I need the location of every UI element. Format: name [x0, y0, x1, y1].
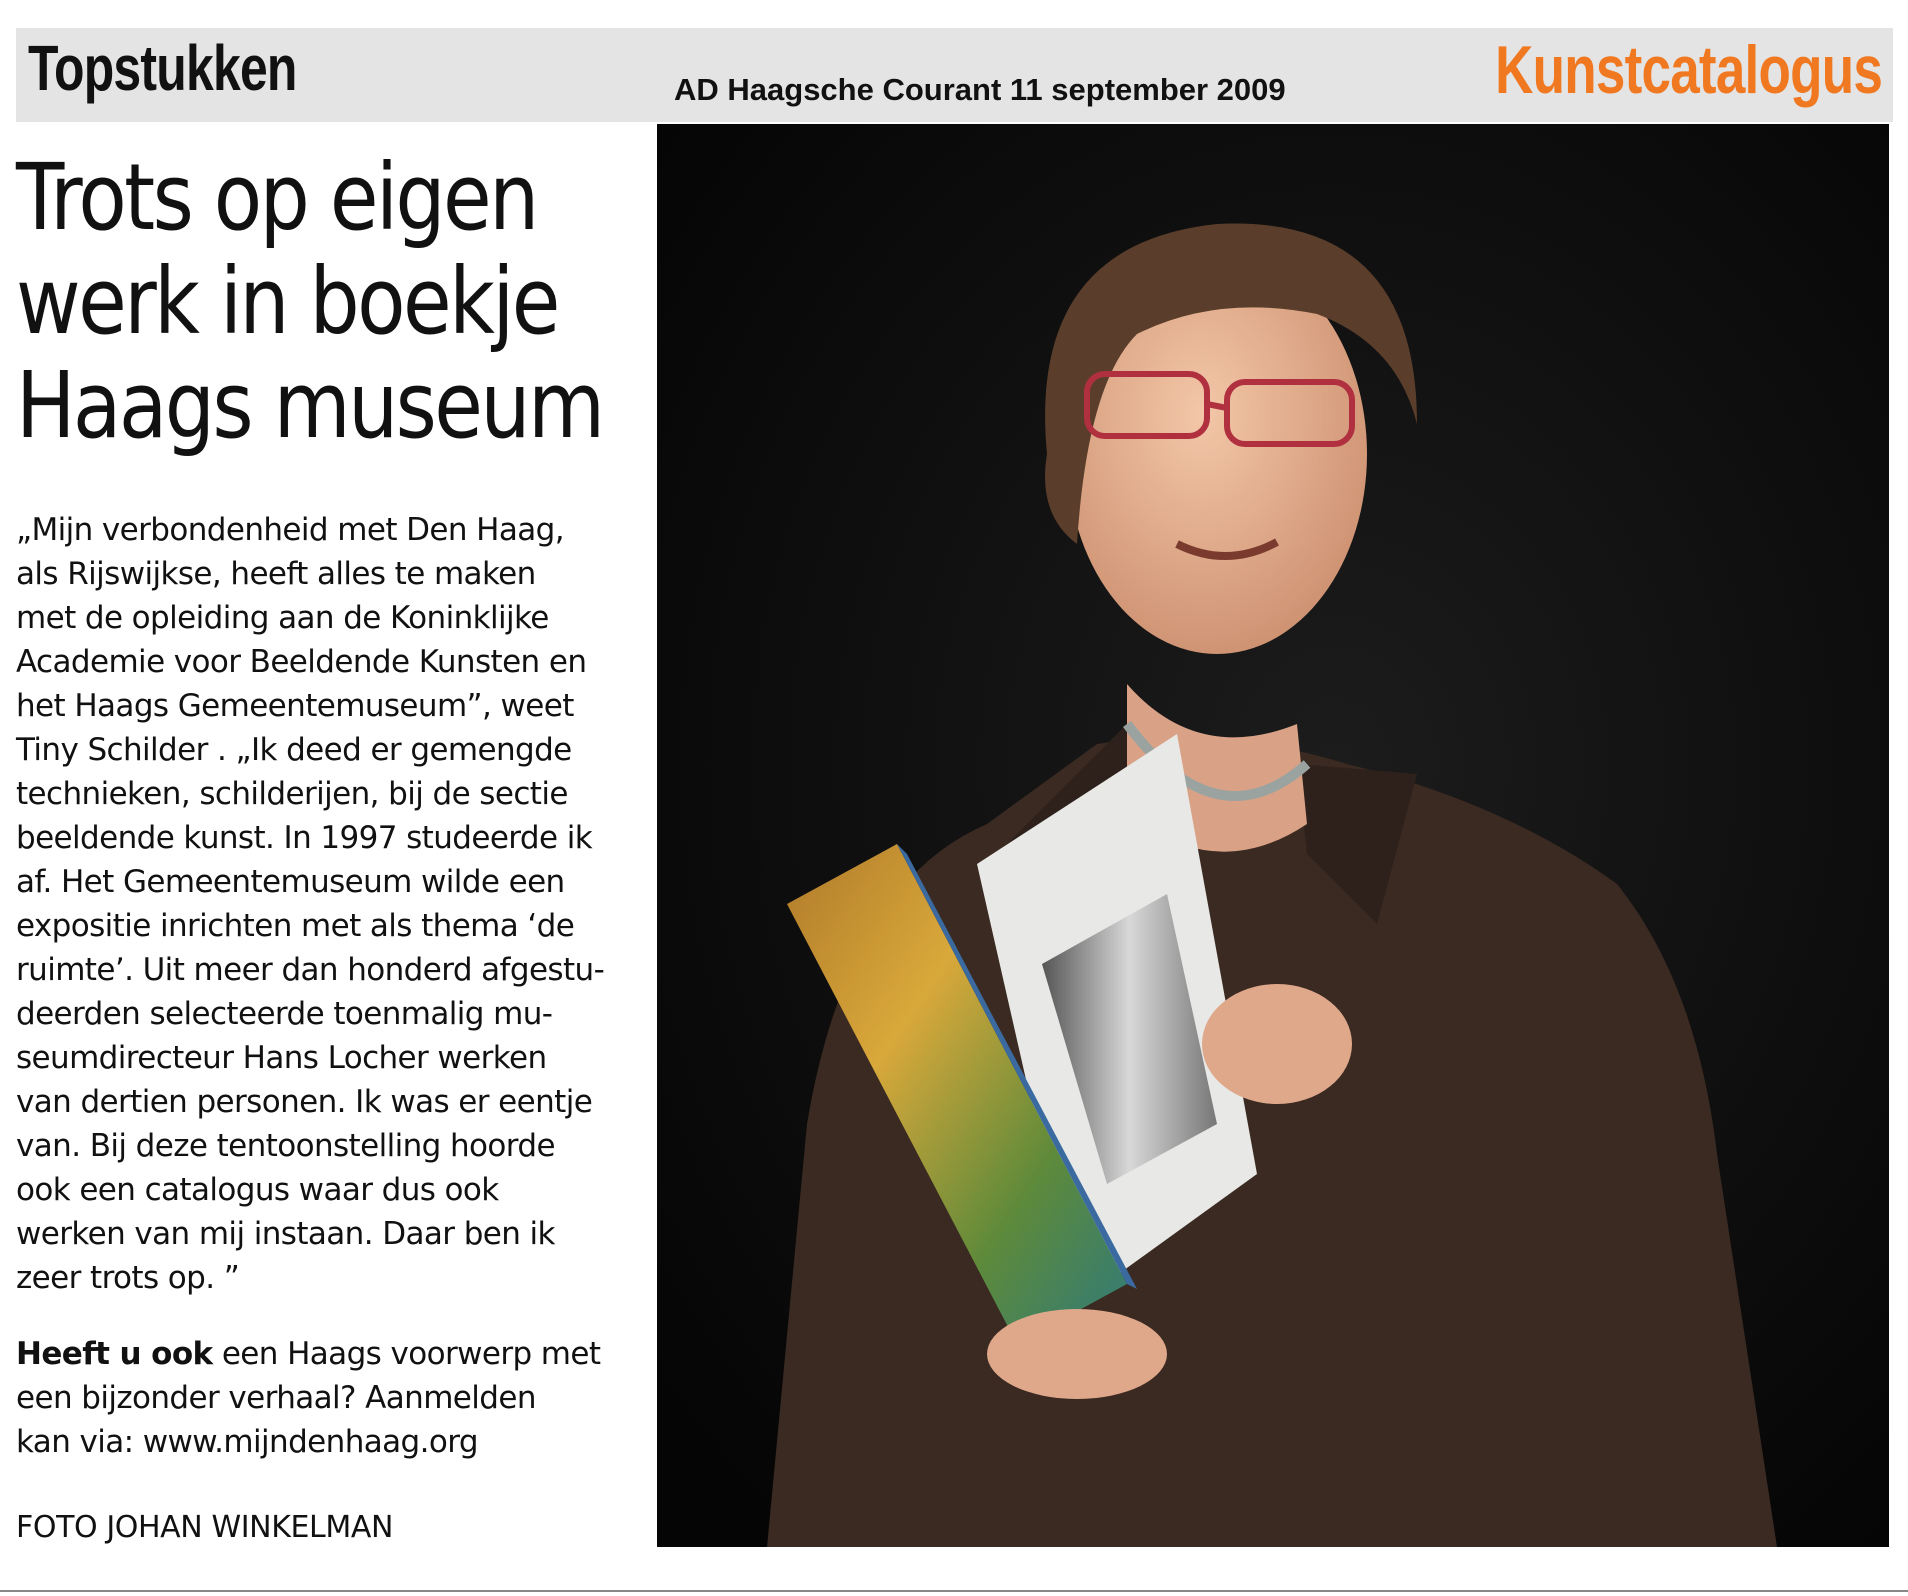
portrait-illustration	[657, 124, 1889, 1547]
body-line: van. Bij deze tentoonstelling hoorde	[16, 1128, 555, 1164]
cta-line	[16, 1332, 616, 1376]
headline-line: Trots op eigen	[16, 144, 537, 251]
cta-rest: een Haags voorwerp met	[212, 1336, 601, 1372]
body-line: beeldende kunst. In 1997 studeerde ik	[16, 820, 593, 856]
body-line: technieken, schilderijen, bij de sectie	[16, 776, 568, 812]
article-body	[16, 508, 616, 1300]
body-line: zeer trots op. ”	[16, 1260, 240, 1296]
body-line: af. Het Gemeentemuseum wilde een	[16, 864, 565, 900]
body-line: werken van mij instaan. Daar ben ik	[16, 1216, 555, 1252]
cta-line: een bijzonder verhaal? Aanmelden	[16, 1380, 536, 1416]
glasses-bridge	[1207, 404, 1227, 408]
right-hand	[1202, 984, 1352, 1104]
body-line: deerden selecteerde toenmalig mu-	[16, 996, 553, 1032]
body-line: seumdirecteur Hans Locher werken	[16, 1040, 547, 1076]
body-line: met de opleiding aan de Koninklijke	[16, 600, 549, 636]
body-line: expositie inrichten met als thema ‘de	[16, 908, 575, 944]
body-line: het Haags Gemeentemuseum”, weet	[16, 688, 574, 724]
call-to-action	[16, 1332, 616, 1464]
photo-credit: FOTO JOHAN WINKELMAN	[16, 1510, 394, 1545]
body-line: als Rijswijkse, heeft alles te maken	[16, 556, 536, 592]
cta-bold: Heeft u ook	[16, 1336, 213, 1372]
category-label: Kunstcatalogus	[1495, 32, 1882, 108]
body-line: ruimte’. Uit meer dan honderd afgestu-	[16, 952, 605, 988]
cta-line: kan via: www.mijndenhaag.org	[16, 1424, 478, 1460]
body-line: „Mijn verbondenheid met Den Haag,	[16, 512, 565, 548]
portrait-photo	[657, 124, 1889, 1547]
bottom-rule	[0, 1590, 1908, 1592]
section-label: Topstukken	[28, 32, 297, 104]
left-hand	[987, 1309, 1167, 1399]
body-line: van dertien personen. Ik was er eentje	[16, 1084, 593, 1120]
body-line: Academie voor Beeldende Kunsten en	[16, 644, 587, 680]
body-line: Tiny Schilder . „Ik deed er gemengde	[16, 732, 572, 768]
headline-line: Haags museum	[16, 352, 603, 459]
headline-line: werk in boekje	[16, 248, 558, 355]
body-line: ook een catalogus waar dus ook	[16, 1172, 499, 1208]
headline	[16, 144, 603, 459]
dateline: AD Haagsche Courant 11 september 2009	[674, 72, 1286, 107]
